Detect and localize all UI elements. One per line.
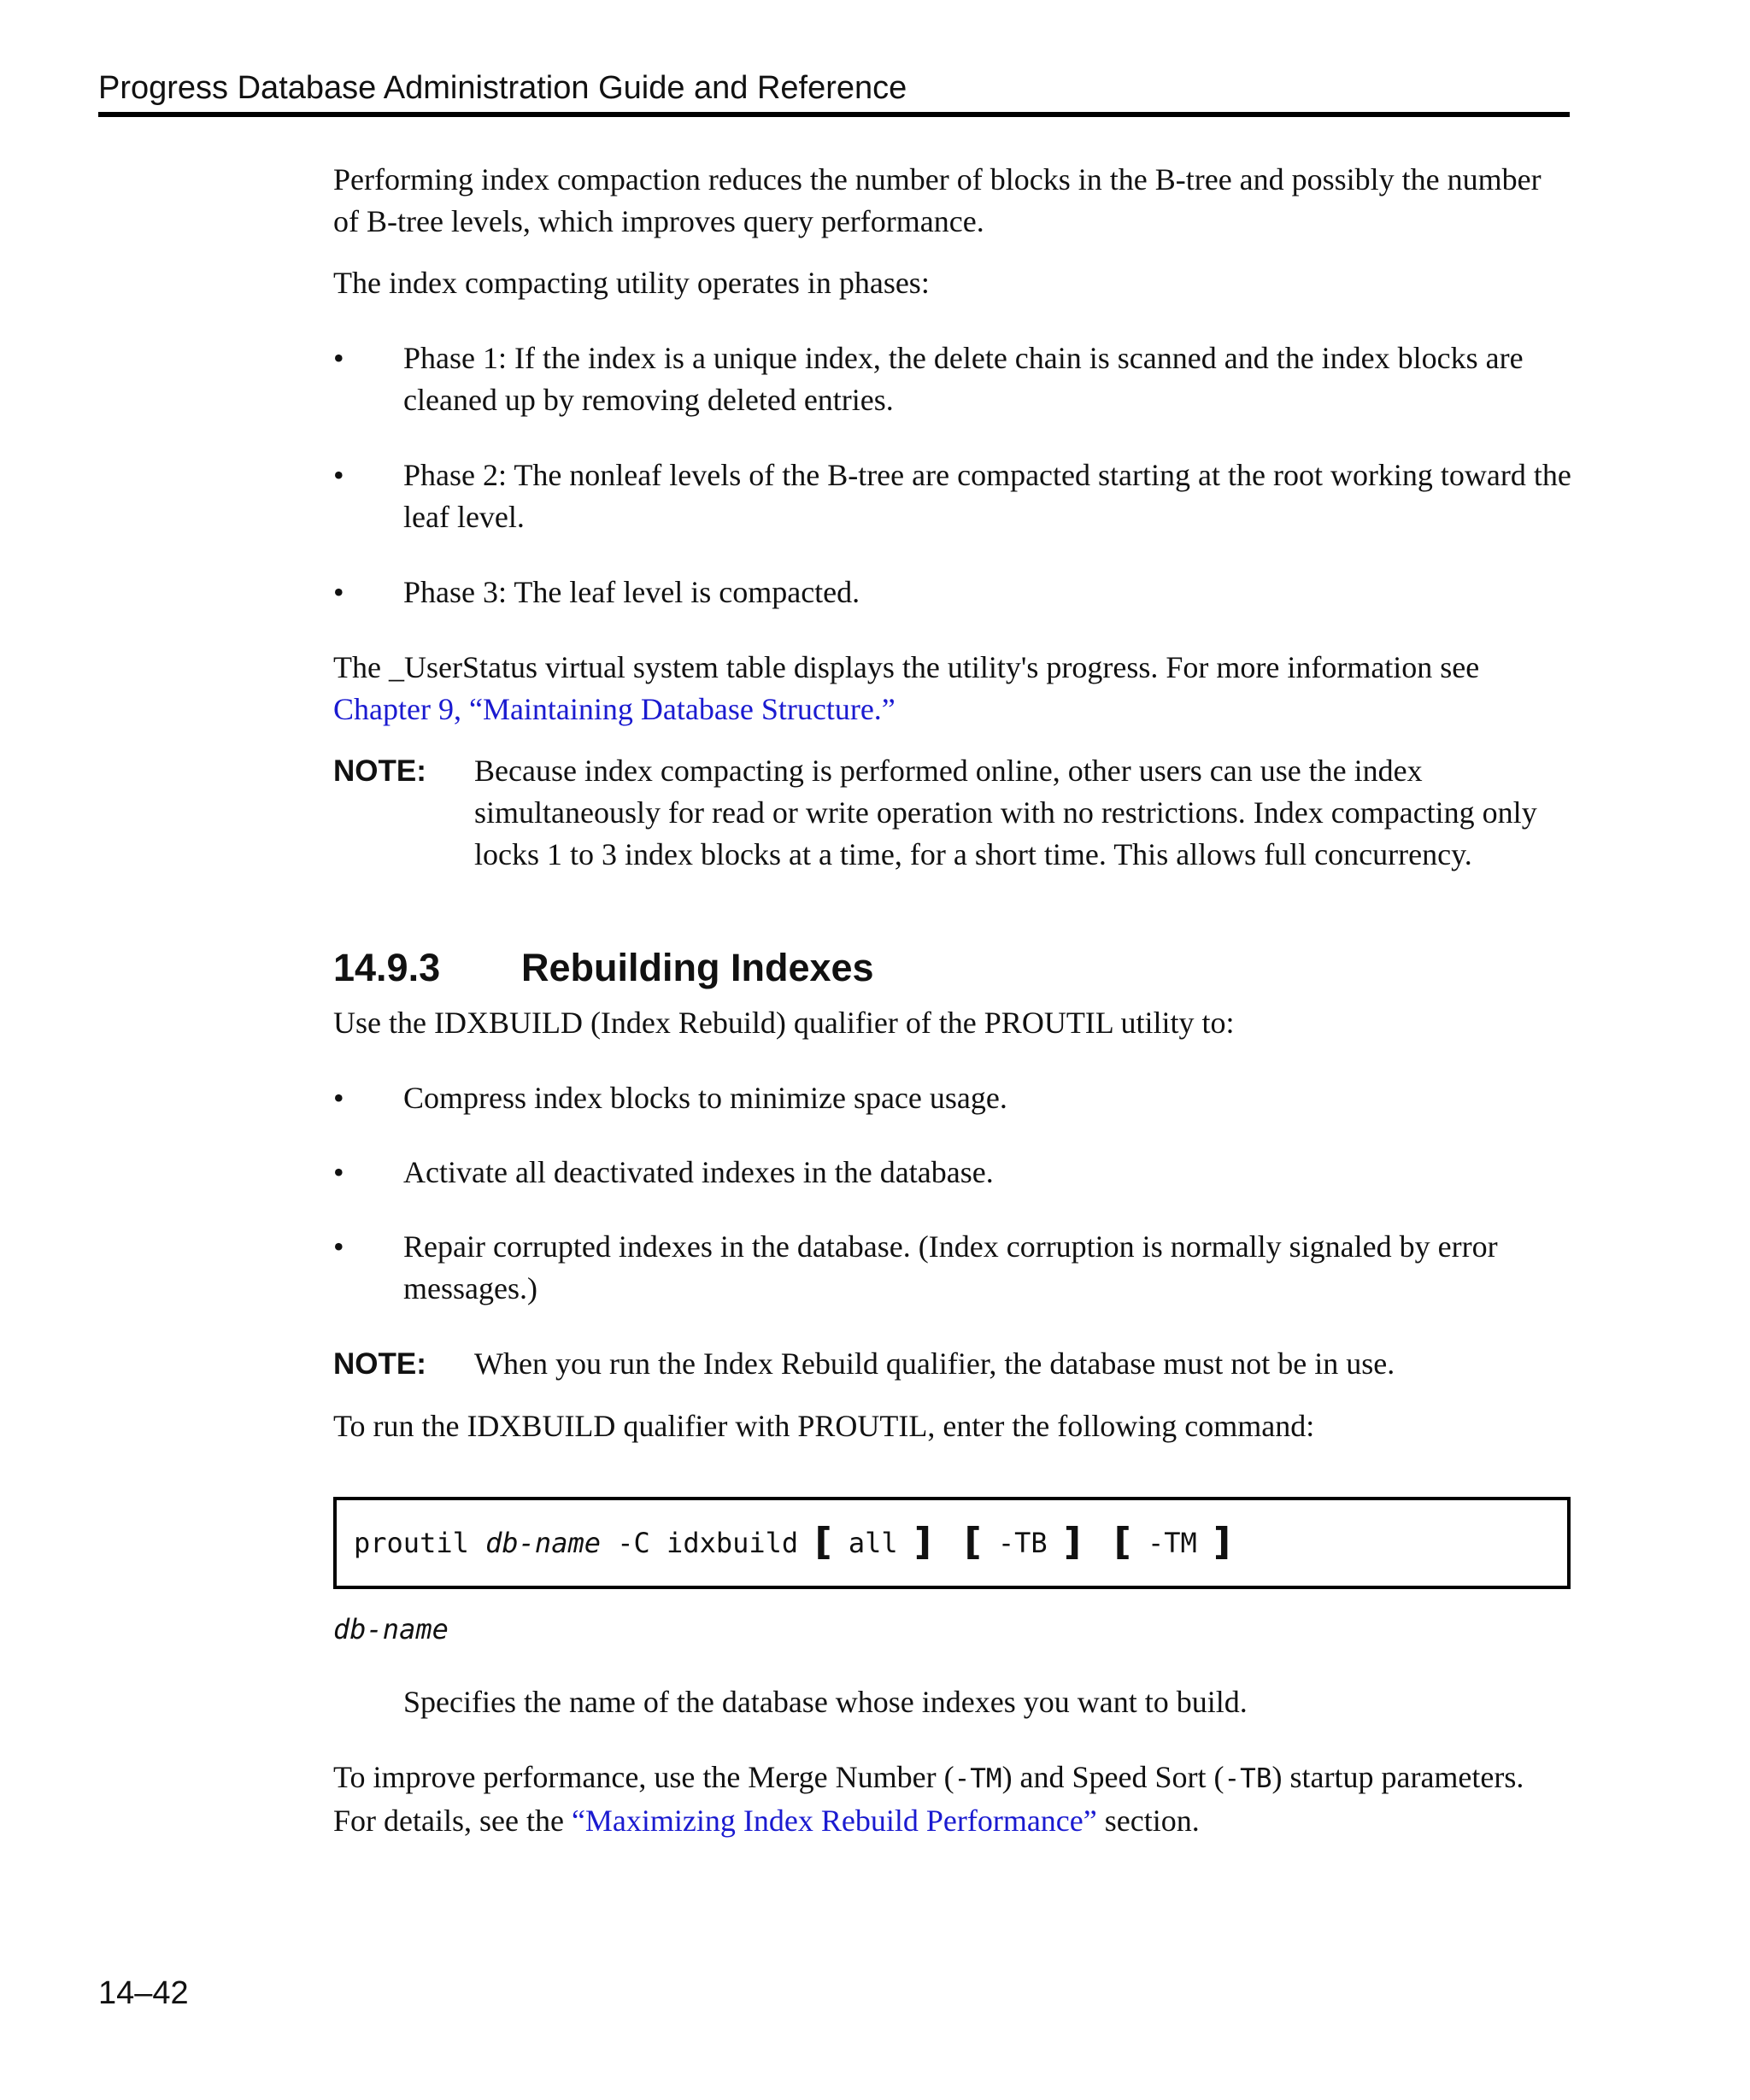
command-middle: -C idxbuild: [600, 1527, 815, 1559]
note-text: Because index compacting is performed online, other users can use the index simultaneously for read or write operation with no restrictions. Index compacting only locks 1 to 3 index blocks at a time, for a short time. This allows full concurrency.: [474, 754, 1537, 871]
intro-paragraph: Performing index compaction reduces the number of blocks in the B-tree and possibly the number of B-tree levels, which improves query performance.: [333, 162, 1542, 238]
command-option-tm: -TM: [1130, 1527, 1214, 1559]
open-bracket: [: [1113, 1520, 1131, 1563]
bullet-icon: •: [333, 575, 344, 609]
command-option-all: all: [831, 1527, 914, 1559]
list-item-text: Phase 3: The leaf level is compacted.: [403, 575, 860, 609]
performance-text: ) startup parameters. For details, see the: [333, 1760, 1524, 1838]
bullet-icon: •: [333, 341, 344, 375]
list-item-text: Phase 2: The nonleaf levels of the B-tree are compacted starting at the root working toward the leaf level.: [403, 458, 1571, 534]
userstatus-paragraph: [333, 647, 1572, 730]
userstatus-text: The _UserStatus virtual system table displays the utility's progress. For more information see: [333, 650, 1480, 684]
running-header: Progress Database Administration Guide and Reference: [98, 70, 907, 106]
list-item-text: Repair corrupted indexes in the database. (Index corruption is normally signaled by error messages.): [403, 1229, 1498, 1305]
command-syntax-box: [333, 1497, 1571, 1589]
chapter-9-link[interactable]: Chapter 9, “Maintaining Database Structure.”: [333, 692, 896, 726]
close-bracket: ]: [1213, 1520, 1231, 1563]
open-bracket: [: [814, 1520, 832, 1563]
section-number: 14.9.3: [333, 946, 441, 989]
note-text: When you run the Index Rebuild qualifier, the database must not be in use.: [474, 1346, 1395, 1381]
parameter-definition: Specifies the name of the database whose indexes you want to build.: [403, 1685, 1248, 1719]
command-syntax: [354, 1521, 1230, 1564]
list-item-text: Activate all deactivated indexes in the database.: [403, 1155, 994, 1189]
maximizing-performance-link[interactable]: “Maximizing Index Rebuild Performance”: [571, 1804, 1097, 1838]
section-title: Rebuilding Indexes: [521, 946, 874, 989]
command-option-tb: -TB: [981, 1527, 1064, 1559]
rebuild-intro: Use the IDXBUILD (Index Rebuild) qualifier of the PROUTIL utility to:: [333, 1006, 1235, 1040]
speed-sort-code: -TB: [1224, 1763, 1272, 1794]
note-label: NOTE:: [333, 754, 426, 788]
command-db-name: db-name: [485, 1527, 601, 1559]
header-rule: [98, 112, 1570, 117]
close-bracket: ]: [1063, 1520, 1082, 1563]
list-item-text: Phase 1: If the index is a unique index, the delete chain is scanned and the index blocks are cleaned up by removing deleted entries.: [403, 341, 1524, 417]
parameter-term: db-name: [333, 1613, 449, 1645]
list-item-text: Compress index blocks to minimize space usage.: [403, 1081, 1007, 1115]
bullet-icon: •: [333, 1229, 344, 1264]
note-label: NOTE:: [333, 1347, 426, 1381]
performance-text: ) and Speed Sort (: [1001, 1760, 1224, 1794]
performance-text: section.: [1096, 1804, 1200, 1838]
bullet-icon: •: [333, 458, 344, 492]
phases-intro: The index compacting utility operates in phases:: [333, 266, 930, 300]
command-prefix: proutil: [354, 1527, 486, 1559]
bullet-icon: •: [333, 1155, 344, 1189]
open-bracket: [: [964, 1520, 982, 1563]
close-bracket: ]: [913, 1520, 931, 1563]
performance-text: To improve performance, use the Merge Number (: [333, 1760, 954, 1794]
bullet-icon: •: [333, 1081, 344, 1115]
merge-number-code: -TM: [954, 1763, 1002, 1794]
run-command-paragraph: To run the IDXBUILD qualifier with PROUTIL, enter the following command:: [333, 1409, 1315, 1443]
page-number: 14–42: [98, 1975, 189, 2011]
performance-paragraph: [333, 1757, 1572, 1842]
